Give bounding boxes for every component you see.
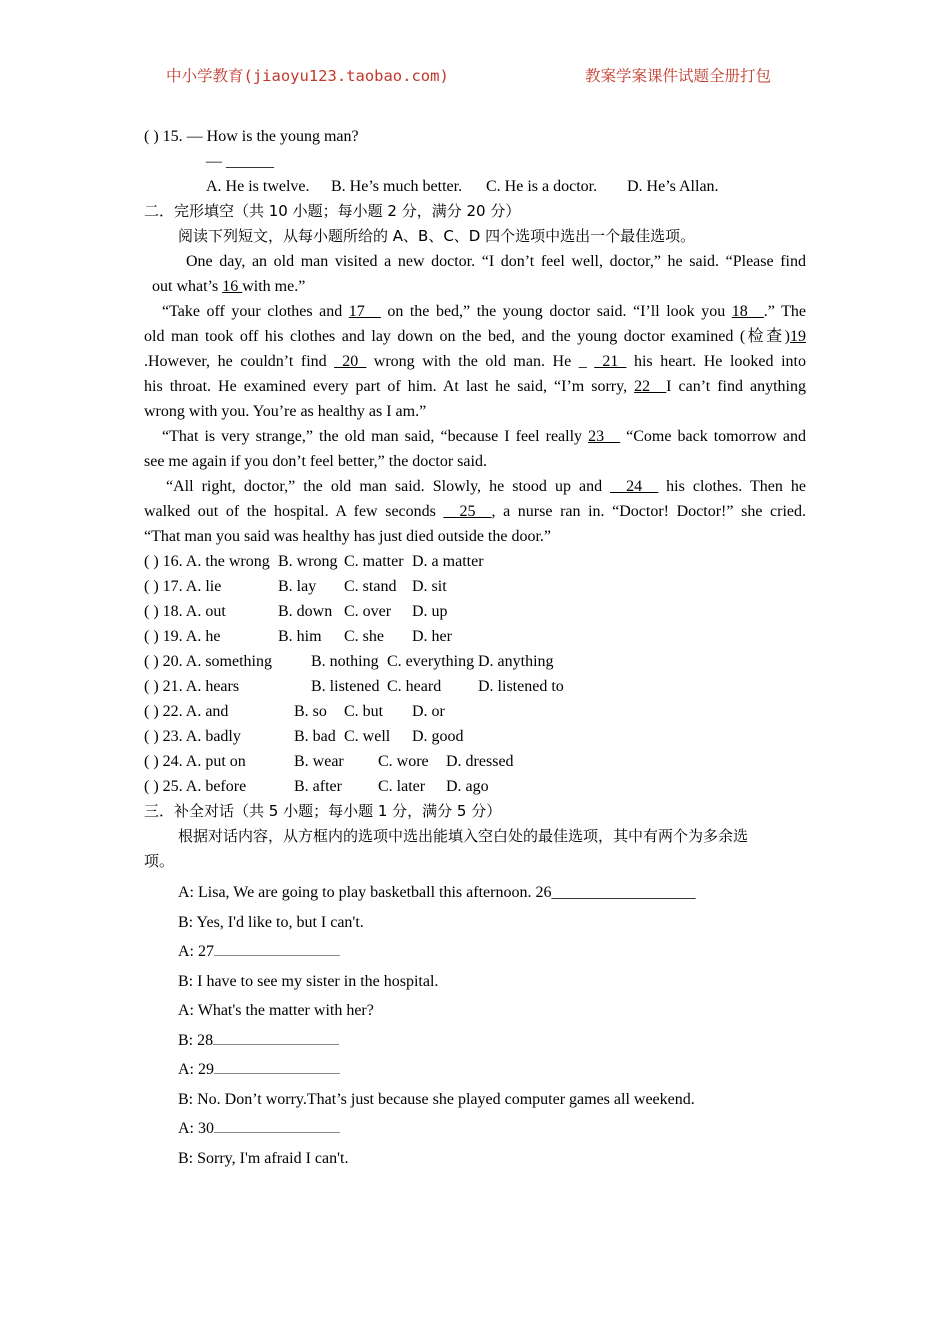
q15-answer-line: — ______ [206, 153, 274, 170]
option-d: D. or [412, 703, 445, 720]
question-stem: ( ) 16. A. the wrong [144, 553, 270, 570]
passage-text: old man took off his clothes and lay down on the bed, and the young doctor examined (检查) [144, 328, 790, 345]
passage-text: “Take off your clothes and [162, 303, 349, 320]
answer-blank[interactable] [213, 1029, 339, 1045]
passage-line: see me again if you don’t feel better,” the doctor said. [144, 453, 487, 470]
option-d: D. anything [478, 653, 554, 670]
option-c: C. she [344, 628, 384, 645]
dialogue-line [144, 996, 806, 1026]
passage-text: out what’s [152, 278, 223, 295]
header-right-text: 教案学案课件试题全册打包 [585, 67, 772, 85]
option-b: B. after [294, 778, 342, 795]
option-d: D. her [412, 628, 452, 645]
passage-text: “All right, doctor,” the old man said. Slowly, he stood up and [166, 478, 611, 495]
section2-instruction: 阅读下列短文，从每小题所给的 A、B、C、D 四个选项中选出一个最佳选项。 [178, 227, 696, 245]
dialogue-text: A: 29 [178, 1061, 214, 1078]
option-c: C. heard [387, 678, 442, 695]
question-stem: ( ) 20. A. something [144, 653, 272, 670]
passage-line: One day, an old man visited a new doctor. “I don’t feel well, doctor,” he said. “Please find [186, 253, 806, 270]
passage-line [144, 274, 806, 299]
question-stem: ( ) 21. A. hears [144, 678, 240, 695]
option-c: C. over [344, 603, 392, 620]
passage-line [144, 424, 806, 449]
answer-blank[interactable] [214, 1117, 340, 1133]
option-c: C. wore [378, 753, 429, 770]
dialogue [144, 878, 806, 1173]
dialogue-text: A: Lisa, We are going to play basketball this afternoon. 26__________________ [178, 884, 696, 901]
q15-option-b: B. He’s much better. [331, 178, 463, 195]
passage-text: with me.” [242, 278, 306, 295]
blank-19: 19 [790, 328, 806, 345]
question-row [144, 599, 806, 624]
option-c: C. stand [344, 578, 397, 595]
passage-text: his heart. He looked into [626, 353, 807, 370]
blank-20: _20_ [334, 353, 367, 370]
dialogue-line [144, 967, 806, 997]
question-stem: ( ) 23. A. badly [144, 728, 241, 745]
dialogue-line [144, 1114, 806, 1144]
question-stem: ( ) 25. A. before [144, 778, 247, 795]
option-d: D. good [412, 728, 464, 745]
option-c: C. later [378, 778, 426, 795]
option-c: C. well [344, 728, 391, 745]
option-c: C. everything [387, 653, 475, 670]
question-row [144, 624, 806, 649]
question-row [144, 749, 806, 774]
dialogue-text: B: Sorry, I'm afraid I can't. [178, 1149, 349, 1167]
option-b: B. listened [311, 678, 380, 695]
option-b: B. wrong [278, 553, 338, 570]
option-b: B. lay [278, 578, 317, 595]
dialogue-text: B: Yes, I'd like to, but I can't. [178, 913, 364, 931]
question-stem: ( ) 22. A. and [144, 703, 229, 720]
dialogue-line [144, 878, 806, 908]
blank-17: 17__ [348, 303, 381, 320]
question-stem: ( ) 24. A. put on [144, 753, 246, 770]
question-row [144, 724, 806, 749]
blank-22: 22__ [634, 378, 667, 395]
option-b: B. wear [294, 753, 344, 770]
passage-line: wrong with you. You’re as healthy as I am.” [144, 403, 427, 420]
passage-text: .However, he couldn’t find [144, 353, 335, 370]
q15-option-c: C. He is a doctor. [486, 178, 598, 195]
section3-instruction-cont: 项。 [144, 852, 175, 870]
blank-24: __24__ [610, 478, 659, 495]
option-c: C. but [344, 703, 384, 720]
option-d: D. listened to [478, 678, 564, 695]
dialogue-text: A: What's the matter with her? [178, 1002, 374, 1019]
question-row [144, 699, 806, 724]
passage-text: , a nurse ran in. “Doctor! Doctor!” she cried. [491, 503, 806, 520]
passage-text: his clothes. Then he [658, 478, 806, 495]
passage-text: walked out of the hospital. A few seconds [144, 503, 444, 520]
dialogue-text: A: 30 [178, 1120, 214, 1137]
passage-line [144, 374, 806, 399]
option-b: B. nothing [311, 653, 379, 670]
blank-18: 18__ [731, 303, 764, 320]
question-row [144, 674, 806, 699]
option-c: C. matter [344, 553, 404, 570]
option-d: D. a matter [412, 553, 484, 570]
passage-line: “That man you said was healthy has just died outside the door.” [144, 528, 552, 545]
passage-text: I can’t find anything [666, 378, 807, 395]
q15-options [144, 174, 806, 199]
dialogue-text: A: 27 [178, 943, 214, 960]
blank-23: 23__ [588, 428, 621, 445]
option-d: D. dressed [446, 753, 514, 770]
option-d: D. sit [412, 578, 447, 595]
question-list [144, 549, 806, 799]
page-header [0, 64, 950, 88]
passage-text: “Come back tomorrow and [620, 428, 806, 445]
dialogue-line [144, 908, 806, 938]
blank-16: 16 [222, 278, 243, 295]
question-stem: ( ) 18. A. out [144, 603, 226, 620]
passage-text: “That is very strange,” the old man said, “because I feel really [162, 428, 589, 445]
blank-21: _21_ [594, 353, 627, 370]
section2-title: 二．完形填空（共 10 小题；每小题 2 分，满分 20 分） [144, 202, 521, 220]
passage-line [144, 474, 806, 499]
question-stem: ( ) 19. A. he [144, 628, 221, 645]
dialogue-text: B: 28 [178, 1031, 214, 1049]
document-body [144, 124, 806, 1173]
passage-text: on the bed,” the young doctor said. “I’ll look you [380, 303, 732, 320]
option-b: B. him [278, 628, 322, 645]
q15-option-a: A. He is twelve. [206, 178, 310, 195]
q15-stem: ( ) 15. — How is the young man? [144, 128, 359, 145]
option-b: B. down [278, 603, 333, 620]
passage-line [144, 349, 806, 374]
dialogue-line [144, 1085, 806, 1115]
passage-line [144, 499, 806, 524]
q15-option-d: D. He’s Allan. [627, 178, 719, 195]
question-row [144, 549, 806, 574]
question-row [144, 574, 806, 599]
header-left-text: 中小学教育(jiaoyu123.taobao.com) [166, 67, 449, 85]
dialogue-text: B: No. Don’t worry.That’s just because she played computer games all weekend. [178, 1090, 695, 1108]
option-b: B. so [294, 703, 327, 720]
dialogue-text: B: I have to see my sister in the hospital. [178, 972, 439, 990]
dialogue-line [144, 1144, 806, 1174]
passage-line [144, 324, 806, 349]
dialogue-line [144, 937, 806, 967]
question-row [144, 774, 806, 799]
passage-line [144, 299, 806, 324]
question-row [144, 649, 806, 674]
passage-text: wrong with the old man. He _ [366, 353, 595, 370]
option-d: D. ago [446, 778, 489, 795]
question-stem: ( ) 17. A. lie [144, 578, 222, 595]
answer-blank[interactable] [214, 1058, 340, 1074]
dialogue-line [144, 1055, 806, 1085]
section3-title: 三．补全对话（共 5 小题；每小题 1 分，满分 5 分） [144, 802, 502, 820]
section3-instruction: 根据对话内容，从方框内的选项中选出能填入空白处的最佳选项，其中有两个为多余选 [178, 827, 749, 845]
option-b: B. bad [294, 728, 336, 745]
blank-25: __25__ [443, 503, 492, 520]
passage-text: his throat. He examined every part of him. At last he said, “I’m sorry, [144, 378, 635, 395]
answer-blank[interactable] [214, 940, 340, 956]
option-d: D. up [412, 603, 448, 620]
dialogue-line [144, 1026, 806, 1056]
passage-text: .” The [763, 303, 806, 320]
